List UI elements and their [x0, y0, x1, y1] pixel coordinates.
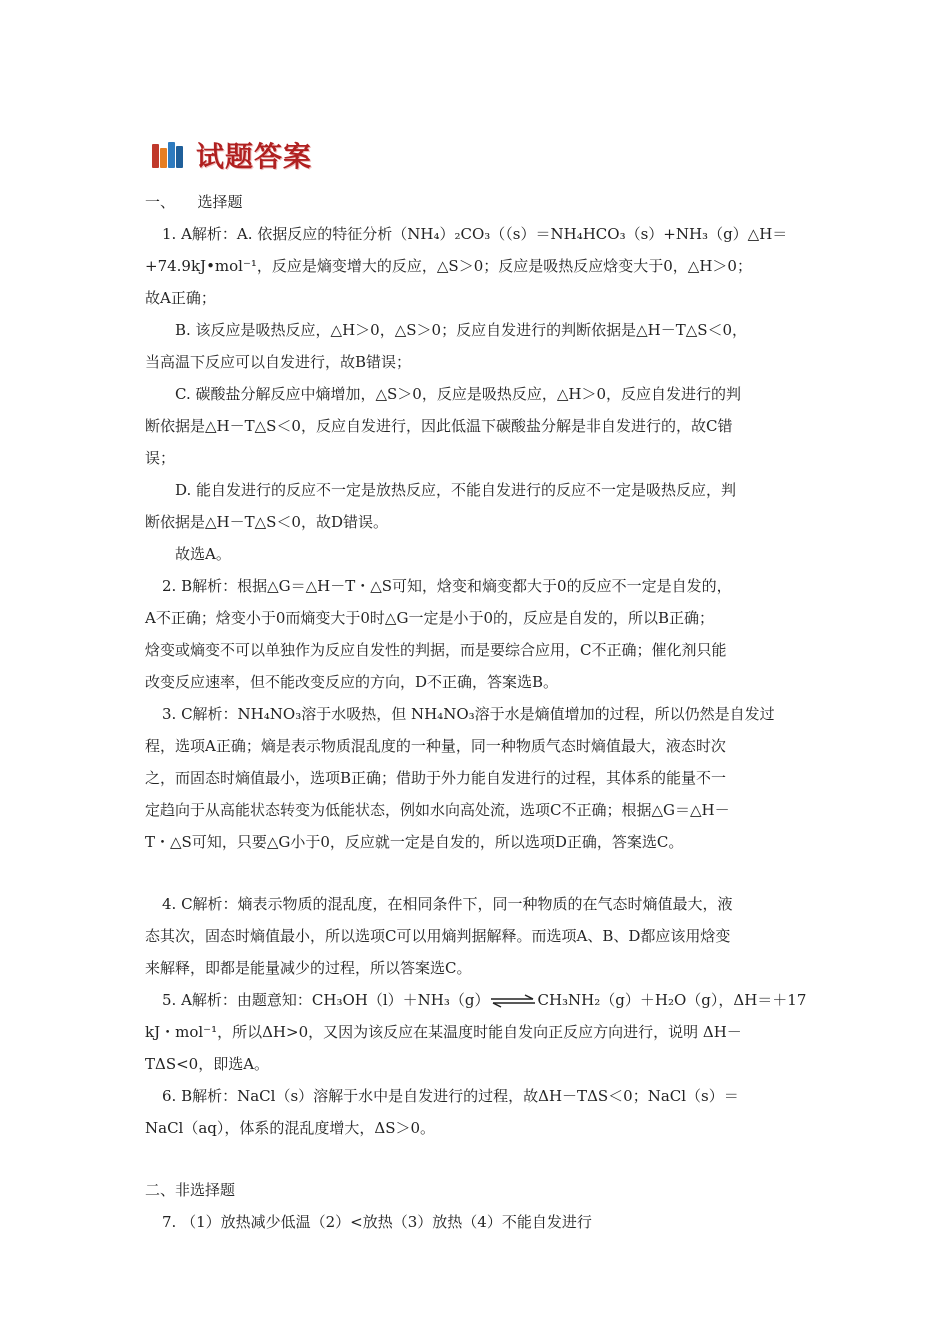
q6-line-2: NaCl（aq），体系的混乱度增大，ΔS＞0。	[145, 1119, 436, 1137]
q5-line-3: TΔS<0，即选A。	[145, 1055, 270, 1073]
q1-line-3: 故A正确；	[145, 289, 216, 307]
paragraph-gap	[145, 858, 810, 888]
q2-line-2: A不正确；焓变小于0而熵变大于0时△G一定是小于0的，反应是自发的，所以B正确；	[145, 609, 715, 627]
q5-line-1	[145, 984, 810, 1016]
equilibrium-arrow-icon	[489, 994, 537, 1008]
q3-line-2: 程，选项A正确；熵是表示物质混乱度的一种量，同一种物质气态时熵值最大，液态时次	[145, 737, 726, 755]
paragraph-gap	[145, 1144, 810, 1174]
q6-line-1: 6. B解析：NaCl（s）溶解于水中是自发进行的过程，故ΔH－TΔS＜0；NaCl（s）＝	[162, 1087, 739, 1105]
q3-line-3: 之，而固态时熵值最小，选项B正确；借助于外力能自发进行的过程，其体系的能量不一	[145, 769, 727, 787]
q5-line-1-right: CH₃NH₂（g）＋H₂O（g），ΔH＝＋17	[537, 991, 807, 1009]
section-heading-choice: 一、 选择题	[145, 193, 243, 211]
q1-option-c-line-2: 断依据是△H－T△S＜0，反应自发进行，因此低温下碳酸盐分解是非自发进行的，故C错	[145, 417, 733, 435]
q2-line-1: 2. B解析：根据△G＝△H－T・△S可知，焓变和熵变都大于0的反应不一定是自发的，	[162, 577, 732, 595]
q3-line-4: 定趋向于从高能状态转变为低能状态，例如水向高处流，选项C不正确；根据△G＝△H－	[145, 801, 730, 819]
q5-line-2: kJ・mol⁻¹，所以ΔH>0，又因为该反应在某温度时能自发向正反应方向进行，说明 ΔH－	[145, 1023, 742, 1041]
q1-option-b-line-1: B. 该反应是吸热反应，△H＞0，△S＞0；反应自发进行的判断依据是△H－T△S＜0，	[175, 321, 748, 339]
q4-line-3: 来解释，即都是能量减少的过程，所以答案选C。	[145, 959, 472, 977]
q1-conclusion: 故选A。	[175, 545, 231, 563]
q1-option-c-line-3: 误；	[145, 449, 176, 467]
q1-option-b-line-2: 当高温下反应可以自发进行，故B错误；	[145, 353, 412, 371]
q5-line-1-left: 5. A解析：由题意知：CH₃OH（l）＋NH₃（g）	[162, 991, 490, 1009]
banner-title: 试题答案	[196, 140, 313, 173]
q4-line-1: 4. C解析：熵表示物质的混乱度，在相同条件下，同一种物质的在气态时熵值最大，液	[162, 895, 733, 913]
q1-line-1: 1. A解析：A. 依据反应的特征分析（NH₄）₂CO₃（（s）＝NH₄HCO₃（s）+NH₃（g）△H＝	[162, 225, 788, 243]
q2-line-4: 改变反应速率，但不能改变反应的方向，D不正确，答案选B。	[145, 673, 559, 691]
q1-line-2: +74.9kJ•mol⁻¹，反应是熵变增大的反应，△S＞0；反应是吸热反应焓变大于0，△H＞0；	[145, 257, 752, 275]
q1-option-d-line-2: 断依据是△H－T△S＜0，故D错误。	[145, 513, 389, 531]
q4-line-2: 态其次，固态时熵值最小，所以选项C可以用熵判据解释。而选项A、B、D都应该用焓变	[145, 927, 731, 945]
q1-option-c-line-1: C. 碳酸盐分解反应中熵增加，△S＞0，反应是吸热反应，△H＞0，反应自发进行的判	[175, 385, 741, 403]
answer-banner	[150, 137, 312, 173]
q7-line-1: 7. （1）放热减少低温（2）<放热（3）放热（4）不能自发进行	[162, 1213, 592, 1231]
q1-option-d-line-1: D. 能自发进行的反应不一定是放热反应，不能自发进行的反应不一定是吸热反应，判	[175, 481, 737, 499]
section-heading-nonchoice: 二、非选择题	[145, 1181, 236, 1199]
q2-line-3: 焓变或熵变不可以单独作为反应自发性的判据，而是要综合应用，C不正确；催化剂只能	[145, 641, 727, 659]
q3-line-5: T・△S可知，只要△G小于0，反应就一定是自发的，所以选项D正确，答案选C。	[145, 833, 684, 851]
books-icon	[150, 140, 190, 170]
answer-content	[145, 186, 810, 1238]
q3-line-1: 3. C解析：NH₄NO₃溶于水吸热，但 NH₄NO₃溶于水是熵值增加的过程，所以仍然是自发过	[162, 705, 775, 723]
